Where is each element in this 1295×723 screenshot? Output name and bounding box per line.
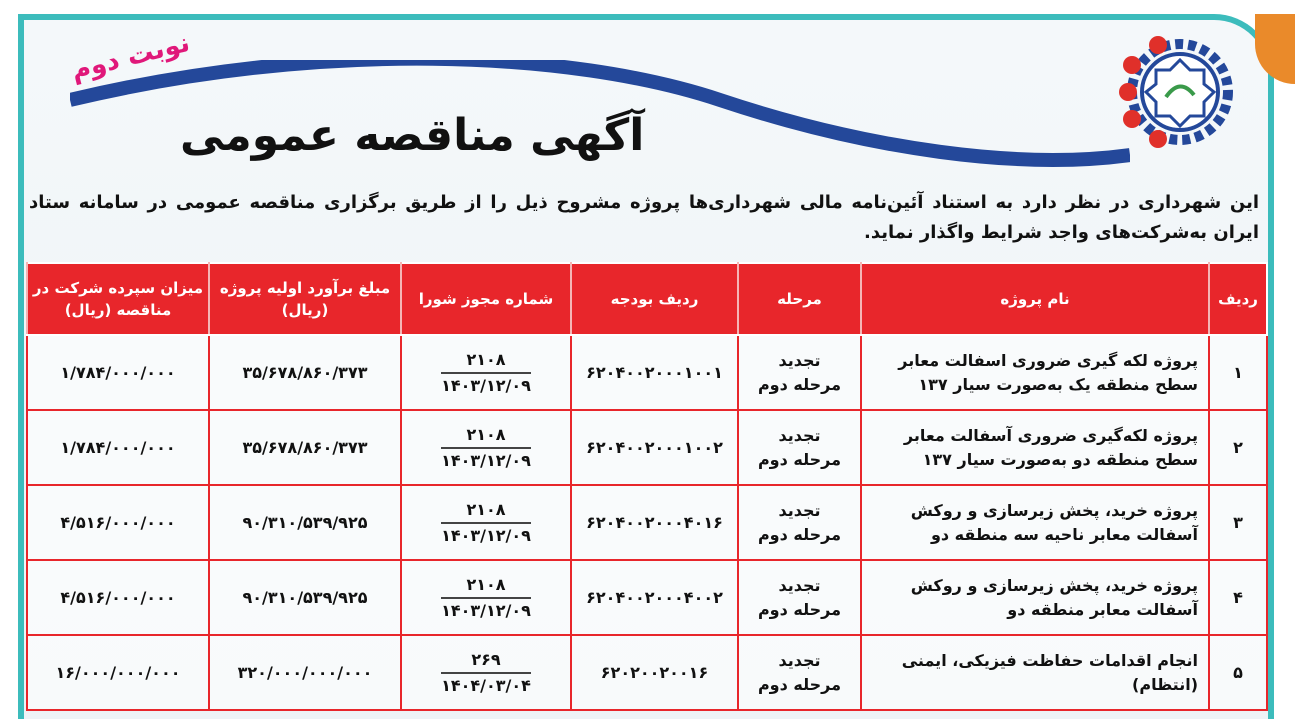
table-row <box>27 635 1267 710</box>
permit-number: ۲۱۰۸ <box>441 573 531 599</box>
deposit: ۴/۵۱۶/۰۰۰/۰۰۰ <box>27 560 209 635</box>
permit-date: ۱۴۰۴/۰۳/۰۴ <box>441 675 531 695</box>
stage-round: مرحله دوم <box>757 599 842 619</box>
intro-text: این شهرداری در نظر دارد به استناد آئین‌نامه مالی شهرداری‌ها پروژه مشروح ذیل را از طریق برگزاری مناقصه عمومی در سامانه ستاد ایران به‌شرکت‌های واجد شرایط واگذار نماید. <box>29 192 1259 243</box>
header-project-name: نام پروژه <box>861 263 1209 335</box>
permit-number: ۲۶۹ <box>441 648 531 674</box>
table-row <box>27 560 1267 635</box>
budget-row: ۶۲۰۴۰۰۲۰۰۰۱۰۰۱ <box>571 335 738 410</box>
table-row <box>27 410 1267 485</box>
stage-round: مرحله دوم <box>757 674 842 694</box>
table-row <box>27 485 1267 560</box>
permit <box>401 485 571 560</box>
project-name: انجام اقدامات حفاظت فیزیکی، ایمنی (انتظام) <box>861 635 1209 710</box>
permit-date: ۱۴۰۳/۱۲/۰۹ <box>441 375 531 395</box>
row-no: ۴ <box>1209 560 1267 635</box>
header-row-no: ردیف <box>1209 263 1267 335</box>
stage <box>738 410 861 485</box>
header-permit: شماره مجوز شورا <box>401 263 571 335</box>
stage <box>738 635 861 710</box>
row-no: ۵ <box>1209 635 1267 710</box>
header-deposit: میزان سپرده شرکت در مناقصه (ریال) <box>27 263 209 335</box>
header-estimate: مبلغ برآورد اولیه پروژه (ریال) <box>209 263 401 335</box>
deposit: ۱/۷۸۴/۰۰۰/۰۰۰ <box>27 410 209 485</box>
project-name: پروژه خرید، پخش زیرسازی و روکش آسفالت معابر منطقه دو <box>861 560 1209 635</box>
stage-renewal: تجدید <box>778 350 821 370</box>
row-no: ۲ <box>1209 410 1267 485</box>
stage <box>738 560 861 635</box>
permit-date: ۱۴۰۳/۱۲/۰۹ <box>441 600 531 620</box>
stage-round: مرحله دوم <box>757 449 842 469</box>
budget-row: ۶۲۰۴۰۰۲۰۰۰۴۰۱۶ <box>571 485 738 560</box>
permit <box>401 635 571 710</box>
permit-number: ۲۱۰۸ <box>441 348 531 374</box>
stage <box>738 485 861 560</box>
permit <box>401 410 571 485</box>
permit-number: ۲۱۰۸ <box>441 498 531 524</box>
stage-round: مرحله دوم <box>757 374 842 394</box>
estimate: ۳۵/۶۷۸/۸۶۰/۳۷۳ <box>209 410 401 485</box>
budget-row: ۶۲۰۴۰۰۲۰۰۰۱۰۰۲ <box>571 410 738 485</box>
deposit: ۱/۷۸۴/۰۰۰/۰۰۰ <box>27 335 209 410</box>
second-round-badge: نوبت دوم <box>68 27 193 87</box>
permit-date: ۱۴۰۳/۱۲/۰۹ <box>441 525 531 545</box>
stage-renewal: تجدید <box>778 425 821 445</box>
deposit: ۴/۵۱۶/۰۰۰/۰۰۰ <box>27 485 209 560</box>
row-no: ۳ <box>1209 485 1267 560</box>
estimate: ۳۲۰/۰۰۰/۰۰۰/۰۰۰ <box>209 635 401 710</box>
tender-table <box>26 262 1268 711</box>
permit-date: ۱۴۰۳/۱۲/۰۹ <box>441 450 531 470</box>
table-header-row <box>27 263 1267 335</box>
deposit: ۱۶/۰۰۰/۰۰۰/۰۰۰ <box>27 635 209 710</box>
estimate: ۹۰/۳۱۰/۵۳۹/۹۲۵ <box>209 485 401 560</box>
stage-round: مرحله دوم <box>757 524 842 544</box>
municipality-logo <box>1118 35 1233 150</box>
ad-title: آگهی مناقصه عمومی <box>180 110 645 161</box>
permit <box>401 335 571 410</box>
project-name: پروژه لکه‌گیری ضروری آسفالت معابر سطح منطقه دو به‌صورت سیار ۱۳۷ <box>861 410 1209 485</box>
stage-renewal: تجدید <box>778 650 821 670</box>
project-name: پروژه خرید، پخش زیرسازی و روکش آسفالت معابر ناحیه سه منطقه دو <box>861 485 1209 560</box>
estimate: ۹۰/۳۱۰/۵۳۹/۹۲۵ <box>209 560 401 635</box>
permit-number: ۲۱۰۸ <box>441 423 531 449</box>
header-stage: مرحله <box>738 263 861 335</box>
table-row <box>27 335 1267 410</box>
header-budget-row: ردیف بودجه <box>571 263 738 335</box>
estimate: ۳۵/۶۷۸/۸۶۰/۳۷۳ <box>209 335 401 410</box>
permit <box>401 560 571 635</box>
row-no: ۱ <box>1209 335 1267 410</box>
stage-renewal: تجدید <box>778 500 821 520</box>
budget-row: ۶۲۰۲۰۰۲۰۰۱۶ <box>571 635 738 710</box>
stage-renewal: تجدید <box>778 575 821 595</box>
budget-row: ۶۲۰۴۰۰۲۰۰۰۴۰۰۲ <box>571 560 738 635</box>
stage <box>738 335 861 410</box>
project-name: پروژه لکه گیری ضروری اسفالت معابر سطح منطقه یک به‌صورت سیار ۱۳۷ <box>861 335 1209 410</box>
